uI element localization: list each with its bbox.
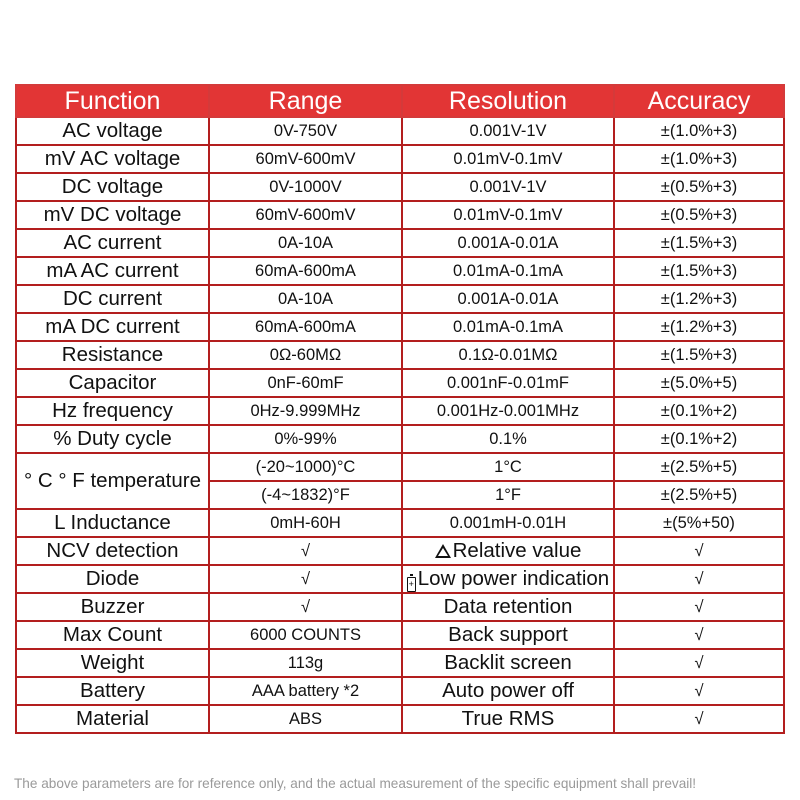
- range-cell: 0Hz-9.999MHz: [209, 397, 402, 425]
- function-cell: mA DC current: [16, 313, 209, 341]
- feature-row: [16, 705, 784, 733]
- table-row: [16, 369, 784, 397]
- header-range: Range: [209, 85, 402, 117]
- function-cell: AC current: [16, 229, 209, 257]
- feature-value-cell: √: [614, 705, 784, 733]
- feature-value-cell: √: [209, 565, 402, 593]
- table-row: [16, 397, 784, 425]
- table-row-temperature-c: [16, 453, 784, 481]
- feature-label-cell: NCV detection: [16, 537, 209, 565]
- function-cell: mV DC voltage: [16, 201, 209, 229]
- table-row: [16, 425, 784, 453]
- feature-label-cell: Battery: [16, 677, 209, 705]
- feature-label-cell: Diode: [16, 565, 209, 593]
- feature-row: [16, 677, 784, 705]
- table-row: [16, 257, 784, 285]
- feature-value-cell: 113g: [209, 649, 402, 677]
- resolution-cell: 0.01mA-0.1mA: [402, 257, 614, 285]
- accuracy-cell: ±(0.1%+2): [614, 397, 784, 425]
- table-row: [16, 285, 784, 313]
- accuracy-cell: ±(0.5%+3): [614, 201, 784, 229]
- feature-value-cell: 6000 COUNTS: [209, 621, 402, 649]
- range-cell: 0mH-60H: [209, 509, 402, 537]
- header-resolution: Resolution: [402, 85, 614, 117]
- accuracy-cell: ±(1.5%+3): [614, 229, 784, 257]
- feature-value-cell: √: [209, 593, 402, 621]
- feature-label: Relative value: [452, 539, 582, 562]
- function-cell: Capacitor: [16, 369, 209, 397]
- accuracy-cell: ±(2.5%+5): [614, 481, 784, 509]
- range-cell: 60mA-600mA: [209, 257, 402, 285]
- accuracy-cell: ±(5.0%+5): [614, 369, 784, 397]
- accuracy-cell: ±(5%+50): [614, 509, 784, 537]
- resolution-cell: 0.001A-0.01A: [402, 285, 614, 313]
- range-cell: 0V-750V: [209, 117, 402, 145]
- feature-label-cell: Weight: [16, 649, 209, 677]
- accuracy-cell: ±(0.1%+2): [614, 425, 784, 453]
- feature-label-cell: True RMS: [402, 705, 614, 733]
- table-row: [16, 145, 784, 173]
- feature-value-cell: √: [614, 565, 784, 593]
- resolution-cell: 0.001mH-0.01H: [402, 509, 614, 537]
- accuracy-cell: ±(0.5%+3): [614, 173, 784, 201]
- feature-row: [16, 537, 784, 565]
- table-row: [16, 201, 784, 229]
- spec-table: [15, 84, 785, 734]
- footnote: The above parameters are for reference only, and the actual measurement of the specific equipment shall prevail!: [14, 776, 697, 791]
- table-row: [16, 341, 784, 369]
- range-cell: 0V-1000V: [209, 173, 402, 201]
- feature-row: [16, 565, 784, 593]
- range-cell: 0Ω-60MΩ: [209, 341, 402, 369]
- feature-value-cell: √: [614, 593, 784, 621]
- delta-icon: [435, 544, 451, 558]
- feature-value-cell: √: [614, 621, 784, 649]
- range-cell: 0nF-60mF: [209, 369, 402, 397]
- resolution-cell: 1°F: [402, 481, 614, 509]
- feature-label-cell: Max Count: [16, 621, 209, 649]
- table-row: [16, 117, 784, 145]
- function-cell: Resistance: [16, 341, 209, 369]
- accuracy-cell: ±(2.5%+5): [614, 453, 784, 481]
- feature-row: [16, 621, 784, 649]
- feature-label-cell: Buzzer: [16, 593, 209, 621]
- feature-label: Low power indication: [417, 567, 610, 590]
- function-cell: % Duty cycle: [16, 425, 209, 453]
- function-cell: Hz frequency: [16, 397, 209, 425]
- range-cell: 60mA-600mA: [209, 313, 402, 341]
- resolution-cell: 0.01mV-0.1mV: [402, 201, 614, 229]
- feature-row: [16, 649, 784, 677]
- accuracy-cell: ±(1.0%+3): [614, 117, 784, 145]
- range-cell: (-4~1832)°F: [209, 481, 402, 509]
- accuracy-cell: ±(1.2%+3): [614, 313, 784, 341]
- feature-label-cell: Data retention: [402, 593, 614, 621]
- range-cell: 0A-10A: [209, 229, 402, 257]
- table-row: [16, 173, 784, 201]
- accuracy-cell: ±(1.5%+3): [614, 341, 784, 369]
- resolution-cell: 1°C: [402, 453, 614, 481]
- feature-value-cell: ABS: [209, 705, 402, 733]
- feature-label-cell: Auto power off: [402, 677, 614, 705]
- function-cell: mA AC current: [16, 257, 209, 285]
- function-cell: AC voltage: [16, 117, 209, 145]
- range-cell: 60mV-600mV: [209, 145, 402, 173]
- feature-label-cell: [402, 537, 614, 565]
- function-cell: L Inductance: [16, 509, 209, 537]
- function-cell: DC voltage: [16, 173, 209, 201]
- feature-value-cell: AAA battery *2: [209, 677, 402, 705]
- resolution-cell: 0.001V-1V: [402, 117, 614, 145]
- resolution-cell: 0.001A-0.01A: [402, 229, 614, 257]
- table-row: [16, 509, 784, 537]
- range-cell: 60mV-600mV: [209, 201, 402, 229]
- resolution-cell: 0.01mV-0.1mV: [402, 145, 614, 173]
- accuracy-cell: ±(1.0%+3): [614, 145, 784, 173]
- range-cell: 0A-10A: [209, 285, 402, 313]
- function-cell: DC current: [16, 285, 209, 313]
- header-accuracy: Accuracy: [614, 85, 784, 117]
- resolution-cell: 0.001Hz-0.001MHz: [402, 397, 614, 425]
- resolution-cell: 0.01mA-0.1mA: [402, 313, 614, 341]
- table-row: [16, 229, 784, 257]
- header-row: [16, 85, 784, 117]
- range-cell: (-20~1000)°C: [209, 453, 402, 481]
- feature-value-cell: √: [209, 537, 402, 565]
- accuracy-cell: ±(1.2%+3): [614, 285, 784, 313]
- resolution-cell: 0.001V-1V: [402, 173, 614, 201]
- feature-value-cell: √: [614, 537, 784, 565]
- feature-label-cell: Backlit screen: [402, 649, 614, 677]
- header-function: Function: [16, 85, 209, 117]
- feature-label-cell: Material: [16, 705, 209, 733]
- range-cell: 0%-99%: [209, 425, 402, 453]
- resolution-cell: 0.1Ω-0.01MΩ: [402, 341, 614, 369]
- temperature-function-cell: ° C ° F temperature: [16, 453, 209, 509]
- table-row: [16, 313, 784, 341]
- feature-row: [16, 593, 784, 621]
- feature-value-cell: √: [614, 649, 784, 677]
- feature-label-cell: [402, 565, 614, 593]
- feature-label-cell: Back support: [402, 621, 614, 649]
- battery-icon: +: [407, 577, 416, 592]
- resolution-cell: 0.1%: [402, 425, 614, 453]
- function-cell: mV AC voltage: [16, 145, 209, 173]
- feature-value-cell: √: [614, 677, 784, 705]
- resolution-cell: 0.001nF-0.01mF: [402, 369, 614, 397]
- accuracy-cell: ±(1.5%+3): [614, 257, 784, 285]
